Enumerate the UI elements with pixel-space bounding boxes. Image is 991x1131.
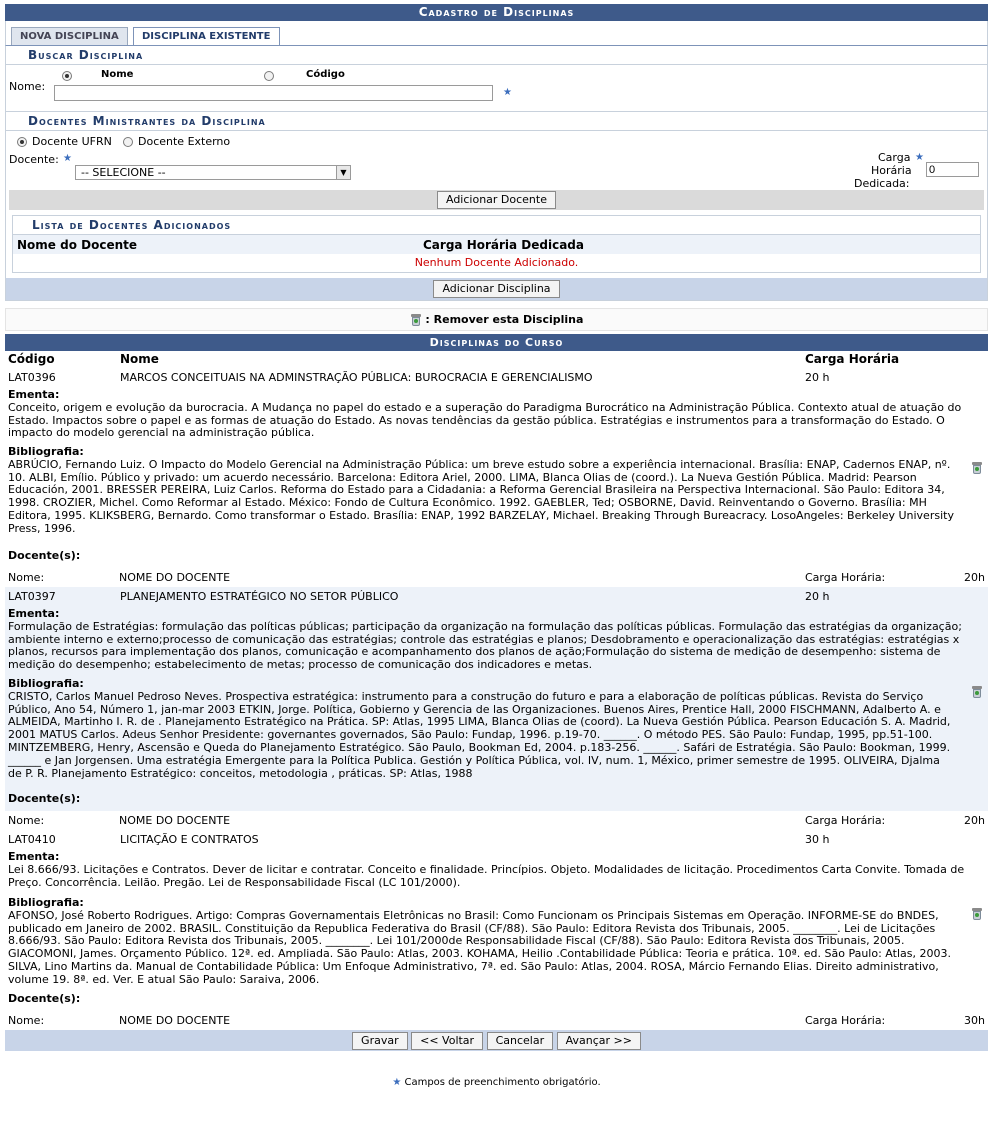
course-bibliografia: AFONSO, José Roberto Rodrigues. Artigo: Compras Governamentais Eletrônicas no Brasil: Como Funcionam os Principais Sistemas em Operação. INFORME-SE do BNDES, publicado em Janeiro de 2002. BRASIL. Constituição da Republica Federativa do Brasil (CF/88). São Paulo: Editora Revista dos Tribunais, 2005. ________. Lei de Licitações 8.666/93. São Paulo: Editora Revista dos Tribunais, 2005. ________. Lei 101/2000de Responsabilidade Fiscal (CF/88). São Paulo: Editora Revista dos Tribunais, 2005. GIACOMONI, James. Orçamento Público. 12ª. ed. Ampliada. São Paulo: Atlas, 2003. KOHAMA, Heilio .Contabilidade Pública: Teoria e prática. 10ª. ed. São Paulo: Atlas, 2003. SILVA, Lino Martins da. Manual de Contabilidade Pública: Um Enfoque Administrativo, 7ª. ed. São Paulo: Atlas, 2004. ROSA, Márcio Fernando Elias. Direito administrativo, volume 19. 8ª. ed. Ver. E atual São Paulo: Saraiva, 2006. <box>8 908 951 986</box>
docente-select[interactable] <box>75 165 351 180</box>
course-carga: 30 h <box>805 833 830 846</box>
ementa-label: Ementa: <box>8 607 60 620</box>
course-block <box>5 587 988 830</box>
course-codigo: LAT0397 <box>8 590 56 603</box>
carga-label-line2: Horária <box>871 164 912 177</box>
add-disciplina-button[interactable]: Adicionar Disciplina <box>433 280 559 298</box>
remove-legend <box>5 308 988 331</box>
page-title: Cadastro de Disciplinas <box>5 4 988 21</box>
chevron-down-icon[interactable]: ▼ <box>336 166 350 179</box>
required-star-icon: ★ <box>63 153 72 164</box>
docente-nome-label: Nome: <box>8 1014 45 1027</box>
curso-header-row <box>5 351 988 368</box>
bibliografia-label: Bibliografia: <box>8 896 84 909</box>
docente-nome: NOME DO DOCENTE <box>119 814 231 827</box>
tab-disciplina-existente[interactable]: DISCIPLINA EXISTENTE <box>133 27 280 45</box>
required-star-icon: ★ <box>915 152 924 163</box>
required-note-text: Campos de preenchimento obrigatório. <box>404 1077 601 1088</box>
course-bibliografia: CRISTO, Carlos Manuel Pedroso Neves. Prospectiva estratégica: instrumento para a construção do futuro e para a elaboração de políticas públicas. Revista do Serviço Público, Ano 54, Número 1, jan-mar 2003 ETKIN, Jorge. Política, Gobierno y Gerencia de las Organizaciones. Buenos Aires, Prentice Hall, 2000 FISCHMANN, Adalberto A. e ALMEIDA, Martinho I. R. de . Planejamento Estratégico na Prática. SP: Atlas, 1995 LIMA, Blanca Olias de (coord). La Nueva Gestión Pública. Pearson Educación S. A. Madrid, 2001 MATUS Carlos. Adeus Senhor Presidente: governantes governados, São Paulo: Fundap, 1996. p.19-70. ______. O método PES. São Paulo: Fundap, 1995, pp.51-100. MINTZEMBERG, Henry, Ascensão e Queda do Planejamento Estratégico. São Paulo, Bookman Ed, 2004. p.183-256. ______. Safári de Estratégia. São Paulo: Bookman, 1999. ______ e Jan Jorgensen. Uma estratégia Emergente para la Política Publica. Gestión y Política Pública, vol. IV, num. 1, México, primer semestre de 1995. OLIVEIRA, Djalma de P. R. Planejamento Estratégico: conceitos, metodologia , práticas. SP: Atlas, 1988 <box>8 689 951 780</box>
carga-label-line1: Carga <box>878 151 911 164</box>
avancar-button[interactable]: Avançar >> <box>557 1032 641 1050</box>
docentes-label: Docente(s): <box>8 792 81 805</box>
docente-carga-label: Carga Horária: <box>805 1014 886 1027</box>
radio-nome[interactable] <box>62 71 72 81</box>
remove-legend-text: : Remover esta Disciplina <box>425 313 584 326</box>
radio-codigo-label: Código <box>306 69 345 80</box>
course-codigo: LAT0396 <box>8 371 56 384</box>
form-panel <box>5 45 988 301</box>
docente-row <box>5 811 988 830</box>
lista-col-nome: Nome do Docente <box>17 238 137 252</box>
bibliografia-label: Bibliografia: <box>8 445 84 458</box>
docente-carga: 30h <box>964 1014 985 1027</box>
course-codigo: LAT0410 <box>8 833 56 846</box>
nome-field-label: Nome: <box>9 80 46 93</box>
lista-docentes <box>12 215 981 273</box>
col-codigo: Código <box>8 352 55 366</box>
course-carga: 20 h <box>805 371 830 384</box>
course-ementa: Formulação de Estratégias: formulação das políticas públicas; participação da organização na formulação das políticas públicas. Formulação das estratégias da organização; ambiente interno e externo;processo de comunicação das estratégias; controle das estratégias e planos; Desdobramento e operacionalização das estratégias: estratégias x planos, recursos para implementação dos planos, comunicação e acompanhamento dos planos de ação;Formulação do sistema de medição de desempenho: sistema de medição do desempenho; estabelecimento de metas; processo de comunicação dos indicadores e metas. <box>8 619 962 672</box>
remove-disciplina-icon[interactable] <box>971 908 983 921</box>
course-bibliografia-block <box>5 678 988 793</box>
add-docente-button[interactable]: Adicionar Docente <box>437 191 556 209</box>
course-carga: 20 h <box>805 590 830 603</box>
docente-carga: 20h <box>964 814 985 827</box>
course-bibliografia-block <box>5 446 988 550</box>
docente-carga: 20h <box>964 571 985 584</box>
lista-section-title: Lista de Docentes Adicionados <box>13 216 980 235</box>
docente-nome: NOME DO DOCENTE <box>119 1014 231 1027</box>
add-docente-row <box>9 190 984 210</box>
docente-row <box>5 568 988 587</box>
docente-carga-label: Carga Horária: <box>805 814 886 827</box>
docente-row <box>5 1011 988 1030</box>
radio-docente-ufrn-label: Docente UFRN <box>32 135 112 148</box>
radio-docente-externo[interactable] <box>123 137 133 147</box>
course-nome: LICITAÇÃO E CONTRATOS <box>120 833 259 846</box>
course-row <box>5 368 988 387</box>
footer-buttons <box>5 1030 988 1051</box>
course-ementa: Lei 8.666/93. Licitações e Contratos. Dever de licitar e contratar. Conceito e finalidade. Princípios. Objeto. Modalidades de licitação. Procedimentos Carta Convite. Tomada de Preço. Concorrência. Leilão. Pregão. Lei de Responsabilidade Fiscal (LC 101/2000). <box>8 862 965 889</box>
ementa-label: Ementa: <box>8 388 60 401</box>
radio-nome-label: Nome <box>101 69 134 80</box>
gravar-button[interactable]: Gravar <box>352 1032 408 1050</box>
docentes-label: Docente(s): <box>8 549 81 562</box>
tab-nova-disciplina[interactable]: NOVA DISCIPLINA <box>11 27 128 45</box>
docentes-section <box>6 131 987 211</box>
lista-col-carga: Carga Horária Dedicada <box>423 238 584 252</box>
cancelar-button[interactable]: Cancelar <box>487 1032 554 1050</box>
radio-docente-ufrn[interactable] <box>17 137 27 147</box>
docente-select-value: -- SELECIONE -- <box>81 166 166 179</box>
course-ementa: Conceito, origem e evolução da burocracia. A Mudança no papel do estado e a superação do Paradigma Burocrático na Administração Pública. Contexto atual de atuação do Estado. Impactos sobre o papel e as formas de atuação do Estado. As novas tendências da gestão pública. Estratégias e instrumentos para a transformação do Estado. O impacto do modelo gerencial na administração pública. <box>8 400 962 440</box>
docente-label: Docente: <box>9 153 59 166</box>
course-ementa-block <box>5 851 988 897</box>
course-nome: PLANEJAMENTO ESTRATÉGICO NO SETOR PÚBLICO <box>120 590 399 603</box>
course-ementa-block <box>5 389 988 446</box>
required-star-icon: ★ <box>392 1077 402 1088</box>
required-star-icon: ★ <box>503 87 512 98</box>
docentes-section-title: Docentes Ministrantes da Disciplina <box>6 111 987 131</box>
lista-header-row <box>13 235 980 254</box>
course-ementa-block <box>5 608 988 678</box>
course-block <box>5 830 988 1030</box>
bibliografia-label: Bibliografia: <box>8 677 84 690</box>
course-bibliografia: ABRÚCIO, Fernando Luiz. O Impacto do Modelo Gerencial na Administração Pública: um breve estudo sobre a experiência internacional. Brasília: ENAP, Cadernos ENAP, nº. 10. ALBI, Emílio. Público y privado: um acuerdo necessário. Barcelona: Editora Ariel, 2000. LIMA, Blanca Olias de (coord.). La Nueva Gestión Pública. Madrid: Pearson Educación, 2001. BRESSER PEREIRA, Luiz Carlos. Reforma do Estado para a Cidadania: a Reforma Gerencial Brasileira na Perspectiva Internacional. São Paulo: Editora 34, 1998. CROZIER, Michel. Como Reformar al Estado. México: Fondo de Cultura Econômico. 1992. GAEBLER, Ted; OSBORNE, David. Reinventando o Governo. Brasília: MH Editora, 1995. KLIKSBERG, Bernardo. Como transformar o Estado. Brasília: ENAP, 1992 BARZELAY, Michael. Breaking Through Bureacracy. LosoAngeles: Berkeley University Press, 1996. <box>8 457 954 535</box>
lista-empty-message: Nenhum Docente Adicionado. <box>414 256 579 269</box>
course-row <box>5 830 988 849</box>
docente-carga-label: Carga Horária: <box>805 571 886 584</box>
buscar-section-title: Buscar Disciplina <box>6 46 987 65</box>
carga-horaria-input[interactable] <box>926 162 979 177</box>
course-block <box>5 368 988 587</box>
remove-disciplina-icon[interactable] <box>971 462 983 475</box>
tab-bar <box>5 21 988 45</box>
course-nome: MARCOS CONCEITUAIS NA ADMINSTRAÇÃO PÚBLICA: BUROCRACIA E GERENCIALISMO <box>120 371 593 384</box>
curso-section-title: Disciplinas do Curso <box>5 334 988 351</box>
remove-disciplina-icon[interactable] <box>971 686 983 699</box>
docente-nome: NOME DO DOCENTE <box>119 571 231 584</box>
required-note <box>5 1077 988 1088</box>
radio-codigo[interactable] <box>264 71 274 81</box>
radio-docente-externo-label: Docente Externo <box>138 135 231 148</box>
voltar-button[interactable]: << Voltar <box>411 1032 483 1050</box>
col-carga: Carga Horária <box>805 352 900 366</box>
carga-label-line3: Dedicada: <box>854 177 910 190</box>
course-row <box>5 587 988 606</box>
trash-icon <box>410 314 422 327</box>
col-nome: Nome <box>120 352 159 366</box>
add-disciplina-row <box>6 278 987 300</box>
ementa-label: Ementa: <box>8 850 60 863</box>
docente-nome-label: Nome: <box>8 814 45 827</box>
course-bibliografia-block <box>5 897 988 993</box>
docente-nome-label: Nome: <box>8 571 45 584</box>
nome-search-input[interactable] <box>54 85 493 101</box>
docentes-label: Docente(s): <box>8 992 81 1005</box>
buscar-section <box>6 65 987 111</box>
